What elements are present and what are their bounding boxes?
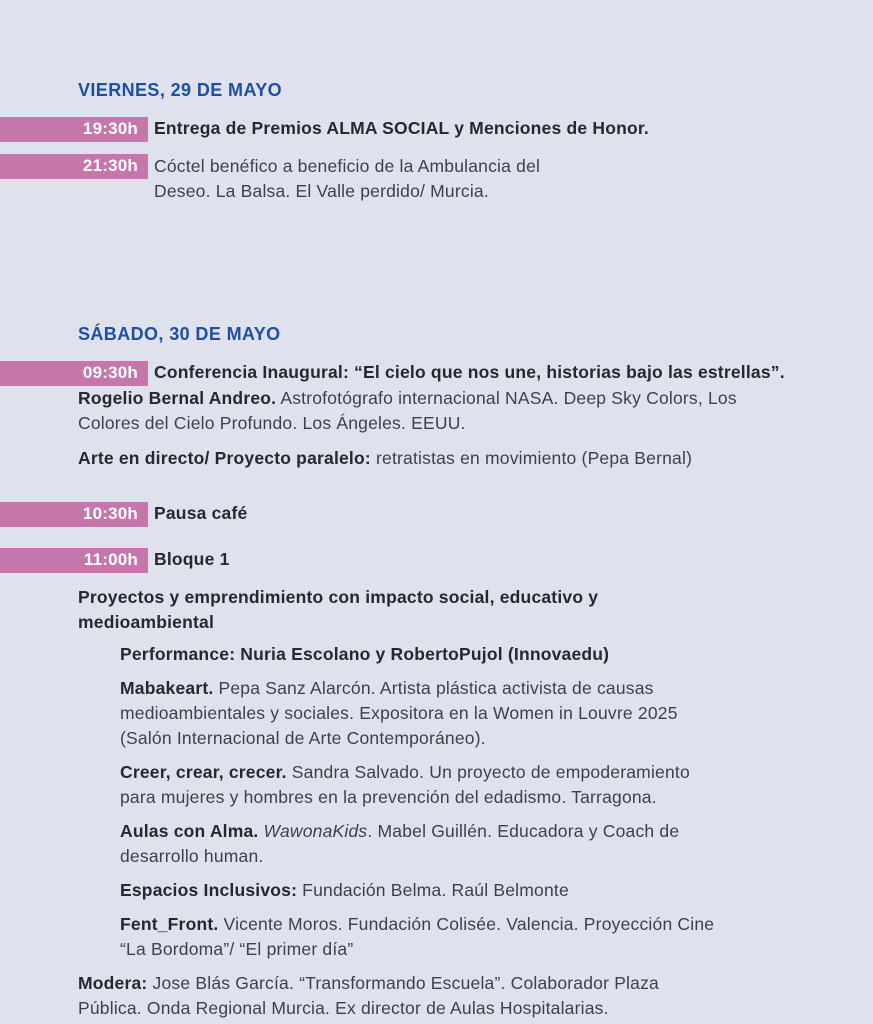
event-description: Cóctel benéfico a beneficio de la Ambulancia del Deseo. La Balsa. El Valle perdido/ Murcia. <box>154 156 541 201</box>
list-item-espacios <box>120 878 720 903</box>
section-saturday <box>78 322 818 1021</box>
list-item-aulas <box>120 819 720 869</box>
event-block1 <box>78 547 818 573</box>
event-awards <box>78 116 818 142</box>
day-heading-saturday: SÁBADO, 30 DE MAYO <box>78 324 281 344</box>
arte-label: Arte en directo/ Proyecto paralelo: <box>78 448 371 468</box>
item-lead: Performance: Nuria Escolano y RobertoPujol (Innovaedu) <box>120 644 610 664</box>
arte-line <box>78 446 818 471</box>
item-rest: Vicente Moros. Fundación Colisée. Valencia. Proyección Cine “La Bordoma”/ “El primer día” <box>120 914 715 959</box>
item-rest: Pepa Sanz Alarcón. Artista plástica activista de causas medioambientales y sociales. Expositora en la Women in Louvre 2025 (Salón Internacional de Arte Contemporáneo). <box>120 678 678 748</box>
section-friday <box>78 78 818 204</box>
time-badge: 10:30h <box>0 502 148 527</box>
time-badge: 19:30h <box>0 117 148 142</box>
list-item-fent-front <box>120 912 720 962</box>
item-brand-italic: WawonaKids <box>258 821 368 841</box>
item-lead: Fent_Front. <box>120 914 219 934</box>
time-badge: 21:30h <box>0 154 148 179</box>
item-lead: Aulas con Alma. <box>120 821 259 841</box>
event-conference <box>78 360 818 386</box>
item-lead: Mabakeart. <box>120 678 214 698</box>
list-item-performance <box>120 642 720 667</box>
speaker-name: Rogelio Bernal Andreo. <box>78 388 277 408</box>
item-rest: Fundación Belma. Raúl Belmonte <box>297 880 569 900</box>
event-cocktail <box>0 154 818 204</box>
moderator-text: Jose Blás García. “Transformando Escuela”. Colaborador Plaza Pública. Onda Regional Murcia. Ex director de Aulas Hospitalarias. <box>78 973 659 1018</box>
item-lead: Espacios Inclusivos: <box>120 880 298 900</box>
time-badge: 11:00h <box>0 548 148 573</box>
time-badge: 09:30h <box>0 361 148 386</box>
event-title: Pausa café <box>154 503 248 523</box>
event-title: Bloque 1 <box>154 549 230 569</box>
event-coffee-break <box>78 501 818 527</box>
speaker-bio: Astrofotógrafo internacional NASA. Deep Sky Colors, Los Colores del Cielo Profundo. Los Ángeles. EEUU. <box>78 388 737 433</box>
block1-subtitle: Proyectos y emprendimiento con impacto social, educativo y medioambiental <box>78 587 599 632</box>
item-rest: Sandra Salvado. Un proyecto de empoderamiento para mujeres y hombres en la prevención del edadismo. Tarragona. <box>120 762 690 807</box>
arte-text: retratistas en movimiento (Pepa Bernal) <box>370 448 693 468</box>
event-title: Entrega de Premios ALMA SOCIAL y Menciones de Honor. <box>154 118 649 138</box>
event-title: Conferencia Inaugural: “El cielo que nos une, historias bajo las estrellas”. <box>154 362 785 382</box>
block1-items <box>120 642 818 962</box>
moderator-label: Modera: <box>78 973 148 993</box>
item-rest: . Mabel Guillén. Educadora y Coach de desarrollo human. <box>120 821 680 866</box>
speaker-line <box>78 386 758 436</box>
day-heading-friday: VIERNES, 29 DE MAYO <box>78 80 283 100</box>
moderator-line <box>78 971 698 1021</box>
item-lead: Creer, crear, crecer. <box>120 762 287 782</box>
list-item-mabakeart <box>120 676 720 751</box>
list-item-creer <box>120 760 720 810</box>
